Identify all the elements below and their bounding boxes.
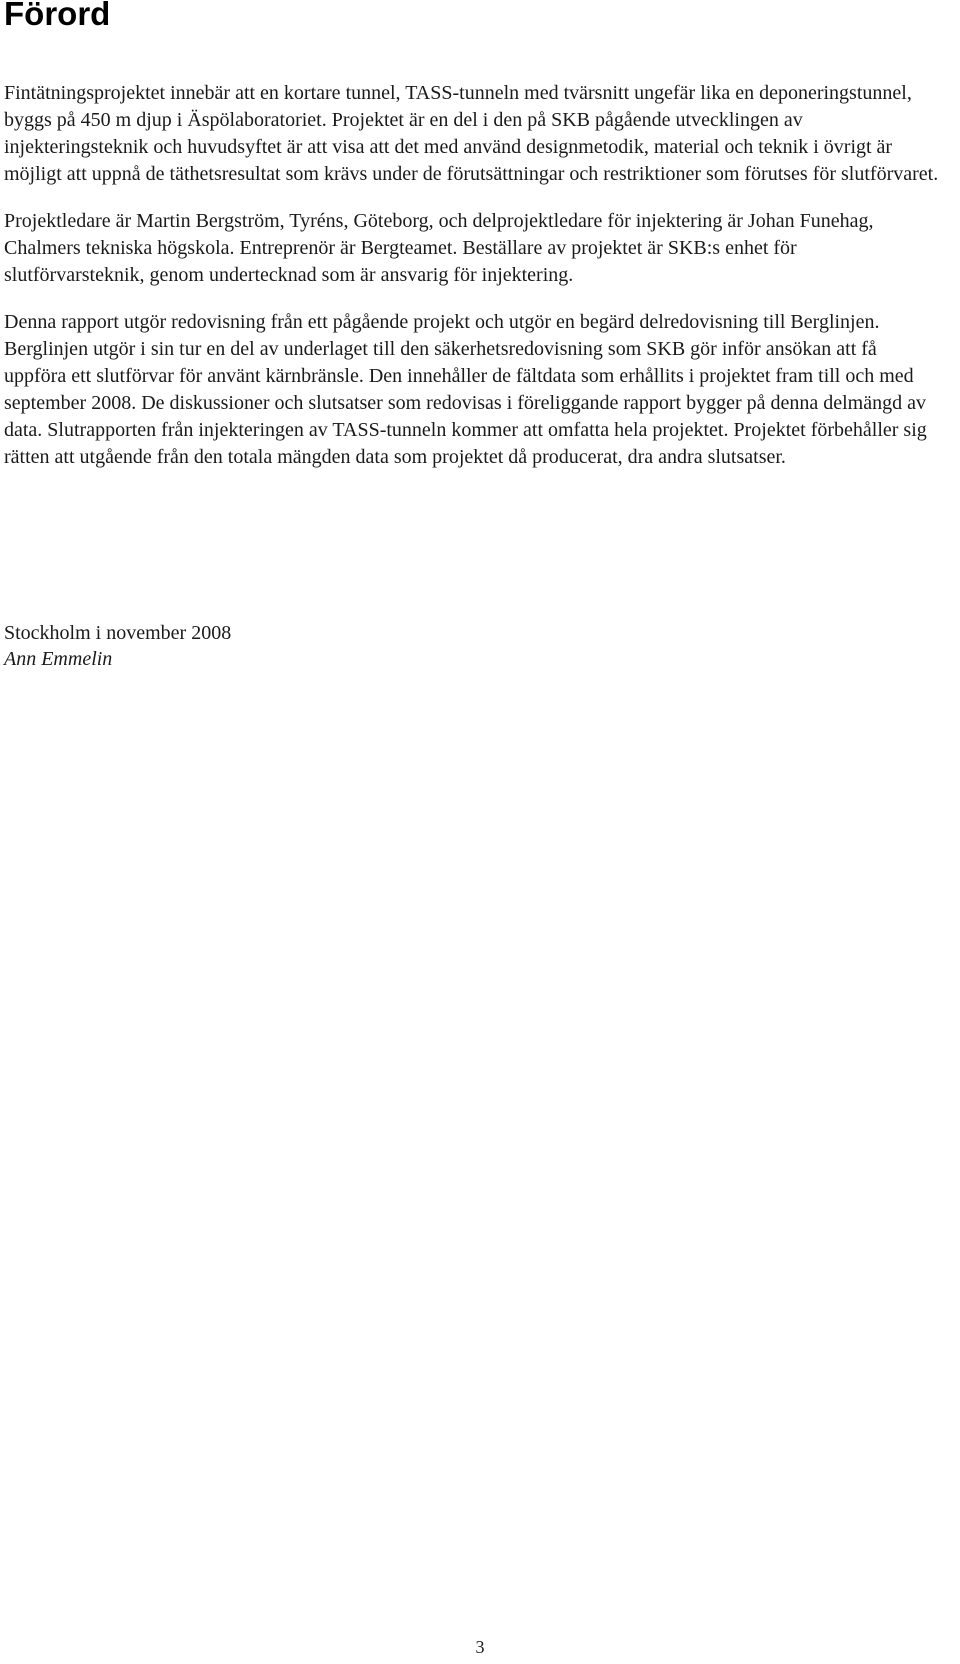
preface-body (4, 80, 939, 491)
paragraph-project-leaders: Projektledare är Martin Bergström, Tyréns, Göteborg, och delprojektledare för injektering är Johan Funehag, Chalmers tekniska högskola. Entreprenör är Bergteamet. Beställare av projektet är SKB:s enhet för slutförvarsteknik, genom undertecknad som är ansvarig för injektering. (4, 210, 874, 286)
page-number: 3 (475, 1637, 485, 1657)
paragraph-report-scope: Denna rapport utgör redovisning från ett pågående projekt och utgör en begärd delredovisning till Berglinjen. Berglinjen utgör i sin tur en del av underlaget till den säkerhetsredovisning som SKB gör inför ansökan att få uppföra ett slutförvar för använt kärnbränsle. Den innehåller de fältdata som erhållits i projektet fram till och med september 2008. De diskussioner och slutsatser som redovisas i föreliggande rapport bygger på denna delmängd av data. Slutrapporten från injekteringen av TASS-tunneln kommer att omfatta hela projektet. Projektet förbehåller sig rätten att utgående från den totala mängden data som projektet då producerat, dra andra slutsatser. (4, 311, 927, 468)
signature-signer: Ann Emmelin (4, 648, 113, 670)
page-title: Förord (4, 0, 111, 32)
paragraph-project-intro: Fintätningsprojektet innebär att en kortare tunnel, TASS-tunneln med tvärsnitt ungefär lika en deponeringstunnel, byggs på 450 m djup i Äspölaboratoriet. Projektet är en del i den på SKB pågående utvecklingen av injekteringsteknik och huvudsyftet är att visa att det med använd designmetodik, material och teknik i övrigt är möjligt att uppnå de täthetsresultat som krävs under de förutsättningar och restriktioner som förutses för slutförvaret. (4, 82, 939, 185)
signature-block (4, 620, 231, 672)
signature-place-date: Stockholm i november 2008 (4, 622, 232, 644)
